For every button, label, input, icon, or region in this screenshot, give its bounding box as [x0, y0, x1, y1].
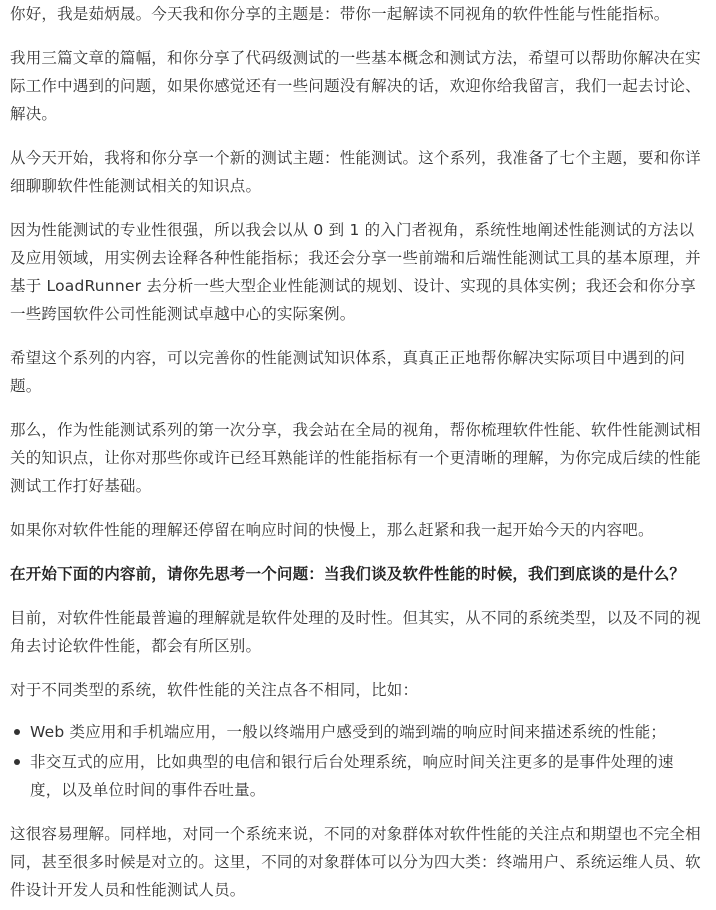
paragraph: 因为性能测试的专业性很强，所以我会以从 0 到 1 的入门者视角，系统性地阐述性能测试的方法以及应用领域，用实例去诠释各种性能指标；我还会分享一些前端和后端性能测试工具的基本原理，并基于 LoadRunner 去分析一些大型企业性能测试的规划、设计、实现的具体实例；我还会和你分享一些跨国软件公司性能测试卓越中心的实际案例。: [10, 221, 701, 323]
bullet-list: [10, 718, 702, 804]
paragraph: 那么，作为性能测试系列的第一次分享，我会站在全局的视角，帮你梳理软件性能、软件性能测试相关的知识点，让你对那些你或许已经耳熟能详的性能指标有一个更清晰的理解，为你完成后续的性能测试工作打好基础。: [10, 421, 701, 495]
list-item: [30, 718, 702, 746]
intro-paragraph: 你好，我是茹炳晟。今天我和你分享的主题是：带你一起解读不同视角的软件性能与性能指标。: [10, 5, 670, 23]
bullet-icon: [14, 759, 20, 765]
list-item-text: 非交互式的应用，比如典型的电信和银行后台处理系统，响应时间关注更多的是事件处理的速度，以及单位时间的事件吞吐量。: [30, 753, 674, 799]
paragraph: 如果你对软件性能的理解还停留在响应时间的快慢上，那么赶紧和我一起开始今天的内容吧。: [10, 521, 654, 539]
closing-paragraph: 这很容易理解。同样地，对同一个系统来说，不同的对象群体对软件性能的关注点和期望也不完全相同，甚至很多时候是对立的。这里，不同的对象群体可以分为四大类：终端用户、系统运维人员、软件设计开发人员和性能测试人员。: [10, 825, 701, 899]
bullet-icon: [14, 729, 20, 735]
question-heading: 在开始下面的内容前，请你先思考一个问题：当我们谈及软件性能的时候，我们到底谈的是什么？: [10, 565, 686, 583]
paragraph: 从今天开始，我将和你分享一个新的测试主题：性能测试。这个系列，我准备了七个主题，要和你详细聊聊软件性能测试相关的知识点。: [10, 149, 701, 195]
list-item-text: Web 类应用和手机端应用，一般以终端用户感受到的端到端的响应时间来描述系统的性能；: [30, 723, 667, 741]
paragraph: 目前，对软件性能最普遍的理解就是软件处理的及时性。但其实，从不同的系统类型，以及不同的视角去讨论软件性能，都会有所区别。: [10, 609, 701, 655]
paragraph: 对于不同类型的系统，软件性能的关注点各不相同，比如：: [10, 681, 419, 699]
list-item: [30, 748, 702, 804]
paragraph: 希望这个系列的内容，可以完善你的性能测试知识体系，真真正正地帮你解决实际项目中遇到的问题。: [10, 349, 686, 395]
paragraph: 我用三篇文章的篇幅，和你分享了代码级测试的一些基本概念和测试方法，希望可以帮助你解决在实际工作中遇到的问题，如果你感觉还有一些问题没有解决的话，欢迎你给我留言，我们一起去讨论、解决。: [10, 49, 701, 123]
